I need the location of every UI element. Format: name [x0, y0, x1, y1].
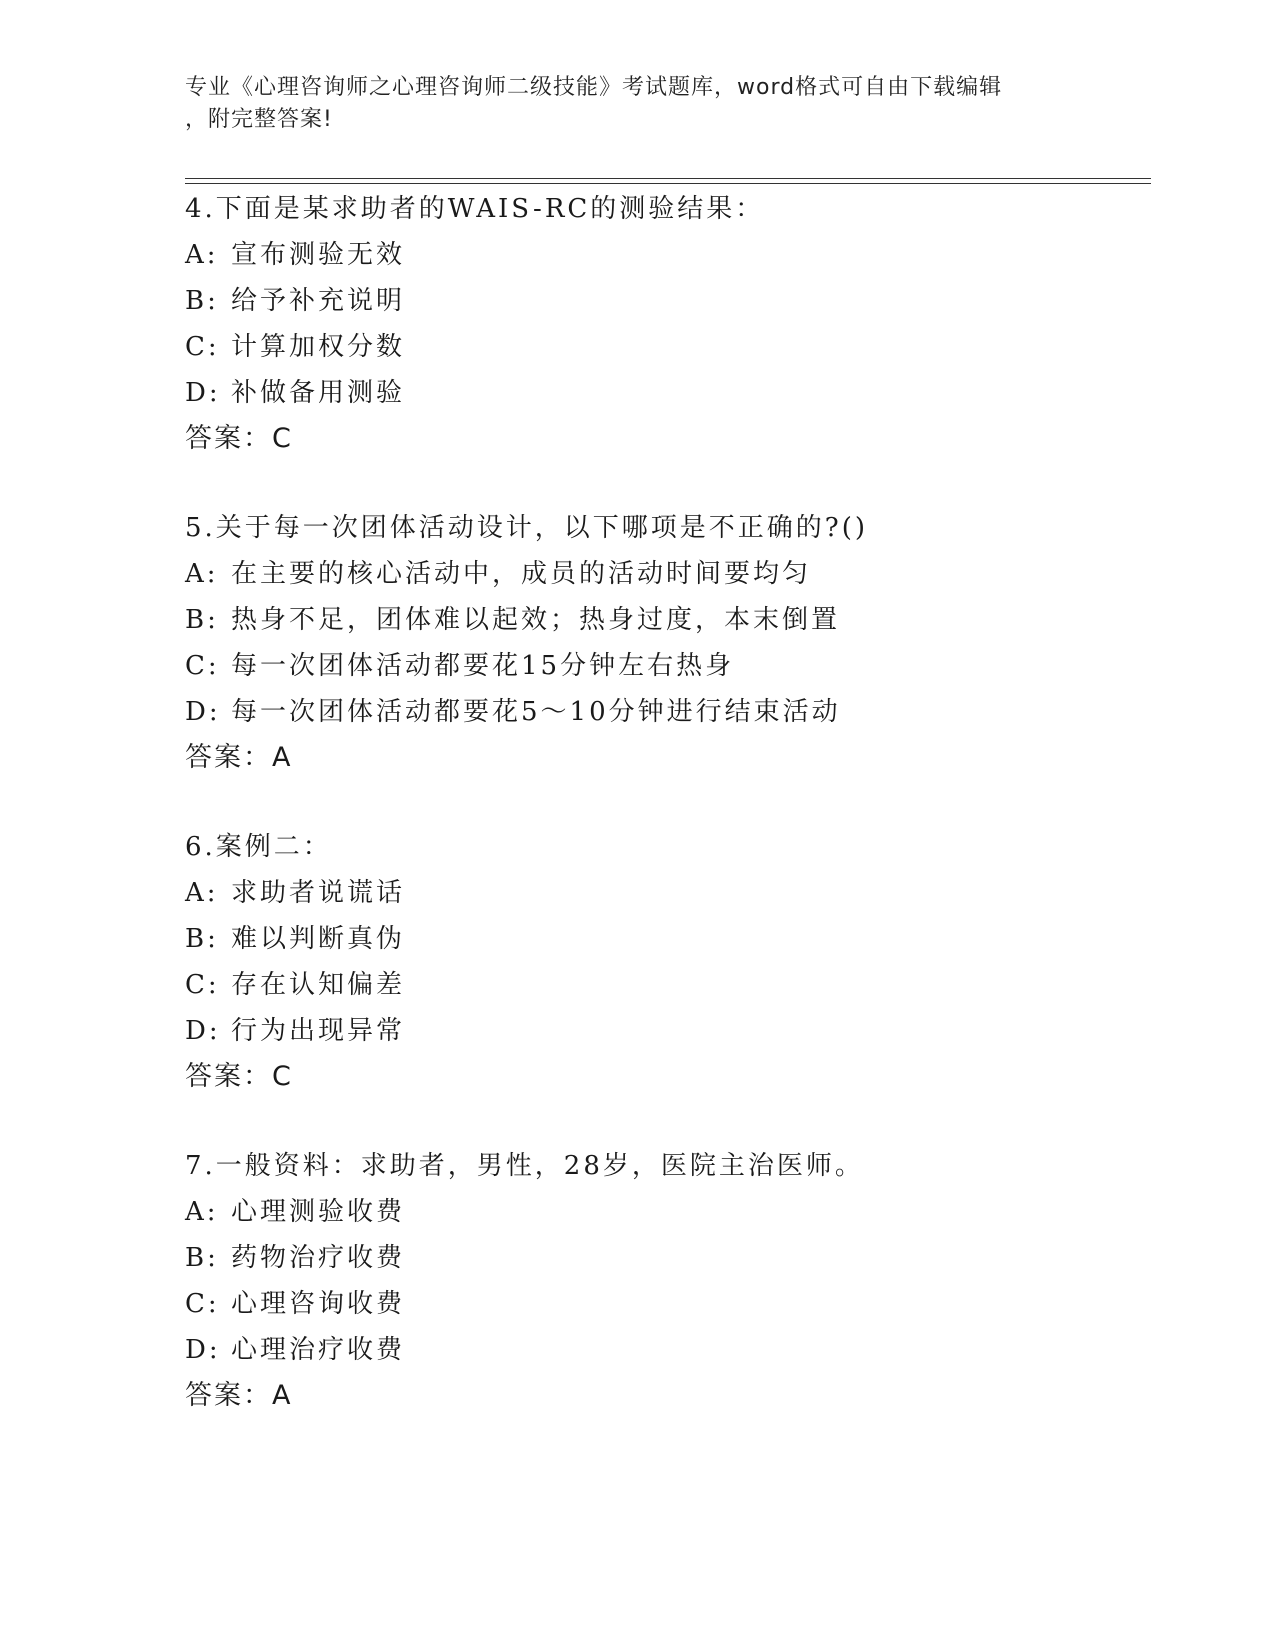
option-c	[185, 1281, 1145, 1327]
option-text: 心理测验收费	[231, 1197, 406, 1227]
answer: 答案：C	[185, 1061, 293, 1092]
option-c	[185, 324, 1145, 370]
option-text: 存在认知偏差	[231, 970, 406, 1000]
option-text: 求助者说谎话	[231, 878, 406, 908]
option-text: 心理咨询收费	[231, 1289, 406, 1319]
option-text: 补做备用测验	[231, 378, 406, 408]
option-letter: A:	[185, 1197, 219, 1227]
option-c	[185, 962, 1145, 1008]
option-text: 热身不足，团体难以起效；热身过度，本末倒置	[231, 605, 841, 635]
option-letter: D:	[185, 1335, 221, 1365]
option-b	[185, 278, 1145, 324]
option-text: 在主要的核心活动中，成员的活动时间要均匀	[231, 559, 812, 589]
header-divider-bottom	[185, 183, 1151, 184]
option-letter: B:	[185, 1243, 219, 1273]
header-line-1: 专业《心理咨询师之心理咨询师二级技能》考试题库，word格式可自由下载编辑	[185, 75, 1003, 100]
option-text: 药物治疗收费	[231, 1243, 406, 1273]
option-letter: B:	[185, 924, 219, 954]
option-letter: B:	[185, 605, 219, 635]
answer: 答案：A	[185, 1380, 293, 1411]
option-a	[185, 870, 1145, 916]
option-letter: C:	[185, 651, 220, 681]
question-stem: 5.关于每一次团体活动设计，以下哪项是不正确的?()	[185, 513, 869, 543]
option-text: 每一次团体活动都要花15分钟左右热身	[231, 651, 735, 681]
option-d	[185, 1327, 1145, 1373]
header-divider-top	[185, 178, 1151, 179]
option-letter: A:	[185, 559, 219, 589]
option-letter: D:	[185, 697, 221, 727]
option-a	[185, 1189, 1145, 1235]
question-5	[185, 505, 1145, 781]
option-text: 心理治疗收费	[231, 1335, 406, 1365]
option-a	[185, 232, 1145, 278]
question-stem: 4.下面是某求助者的WAIS-RC的测验结果：	[185, 194, 765, 224]
question-stem: 6.案例二：	[185, 832, 332, 862]
question-stem: 7.一般资料：求助者，男性，28岁，医院主治医师。	[185, 1151, 864, 1181]
option-text: 给予补充说明	[231, 286, 406, 316]
option-letter: C:	[185, 970, 220, 1000]
question-7	[185, 1143, 1145, 1419]
option-text: 难以判断真伪	[231, 924, 406, 954]
option-letter: B:	[185, 286, 219, 316]
answer: 答案：A	[185, 742, 293, 773]
option-text: 计算加权分数	[231, 332, 406, 362]
option-text: 每一次团体活动都要花5～10分钟进行结束活动	[231, 697, 841, 727]
option-b	[185, 1235, 1145, 1281]
option-letter: A:	[185, 240, 219, 270]
option-text: 行为出现异常	[231, 1016, 406, 1046]
option-c	[185, 643, 1145, 689]
option-letter: C:	[185, 332, 220, 362]
option-d	[185, 689, 1145, 735]
option-letter: C:	[185, 1289, 220, 1319]
option-letter: D:	[185, 1016, 221, 1046]
option-b	[185, 597, 1145, 643]
option-b	[185, 916, 1145, 962]
answer: 答案：C	[185, 423, 293, 454]
option-text: 宣布测验无效	[231, 240, 406, 270]
question-6	[185, 824, 1145, 1100]
document-header	[185, 72, 1065, 136]
question-4	[185, 186, 1145, 462]
header-line-2: ，附完整答案!	[185, 107, 333, 132]
option-a	[185, 551, 1145, 597]
option-letter: A:	[185, 878, 219, 908]
option-d	[185, 1008, 1145, 1054]
option-letter: D:	[185, 378, 221, 408]
option-d	[185, 370, 1145, 416]
